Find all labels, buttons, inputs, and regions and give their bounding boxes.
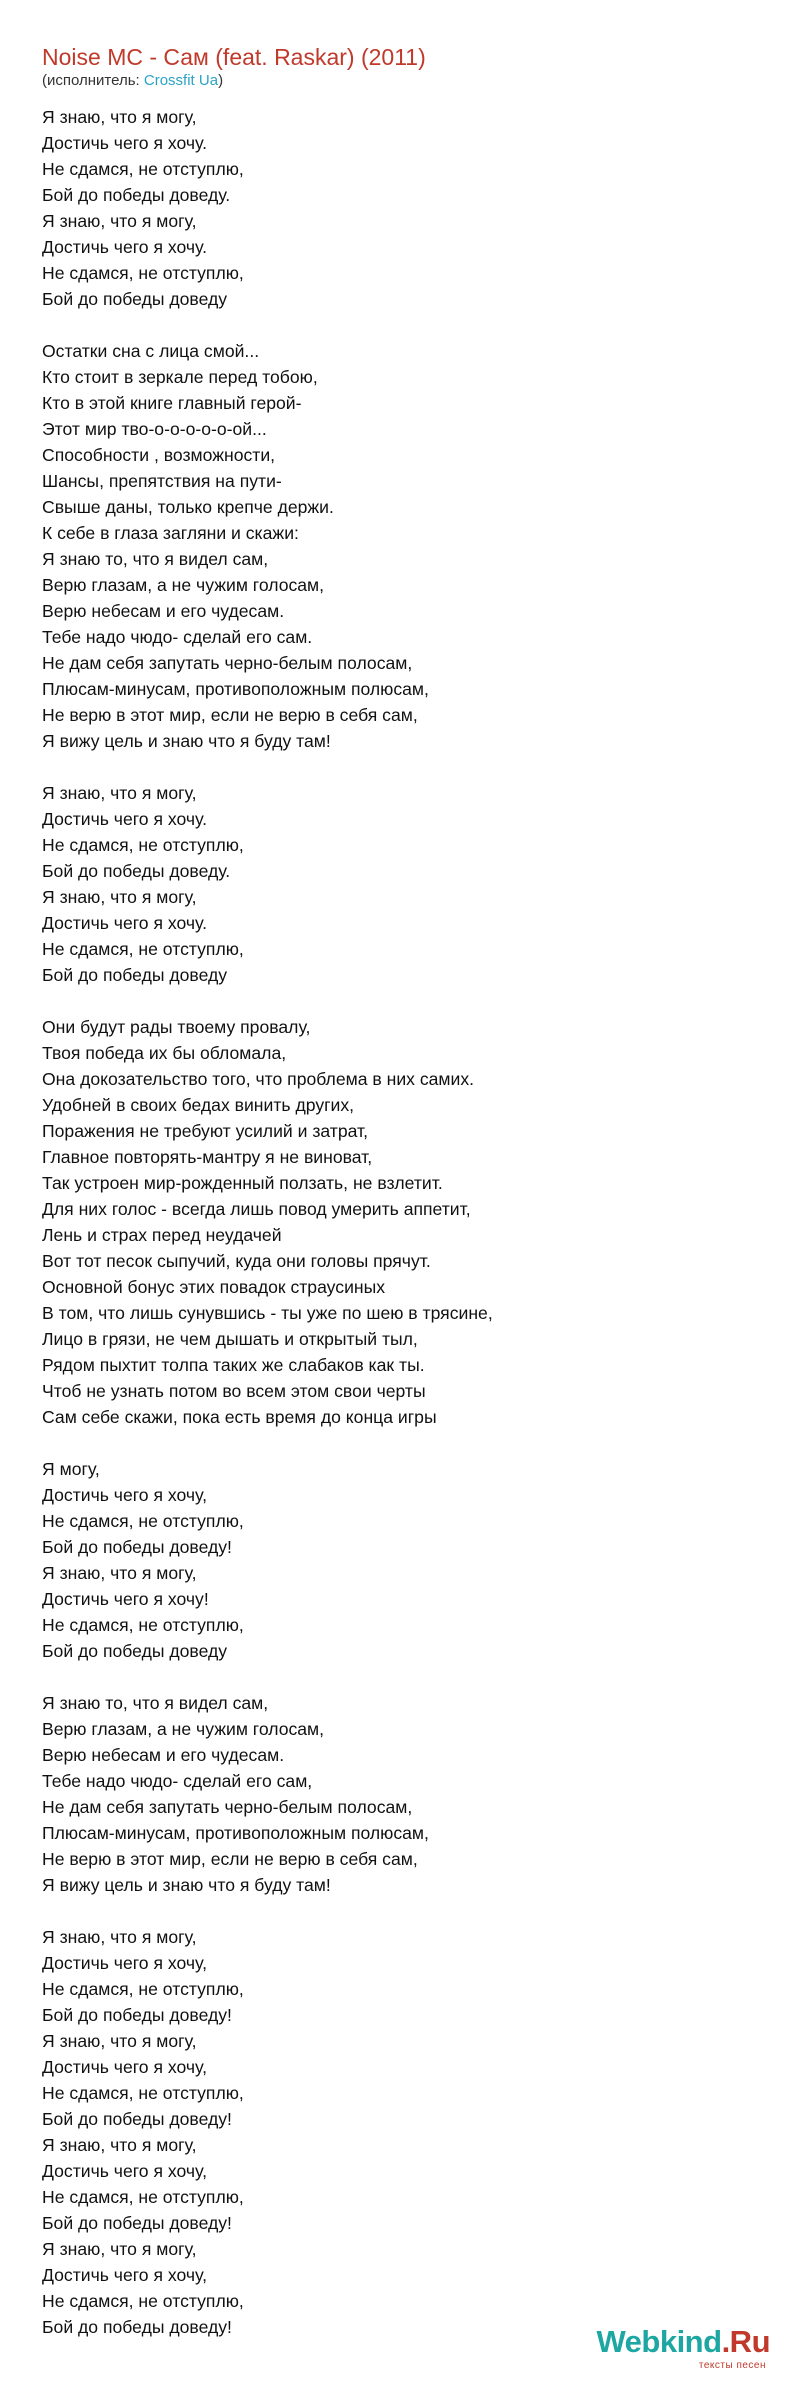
artist-link[interactable]: Crossfit Ua: [143, 72, 219, 89]
lyric-line: Сам себе скажи, пока есть время до конца игры: [42, 1407, 437, 1427]
lyric-line: Удобней в своих бедах винить других,: [42, 1095, 355, 1115]
artist-line: [42, 70, 223, 92]
logo-main-text: Webkind: [596, 2324, 722, 2359]
lyric-line: Бой до победы доведу!: [42, 2109, 232, 2129]
lyric-line: Бой до победы доведу.: [42, 185, 231, 205]
lyric-line: Не сдамся, не отступлю,: [42, 835, 244, 855]
lyric-line: Не дам себя запутать черно-белым полосам,: [42, 1797, 413, 1817]
lyric-line: Я знаю, что я могу,: [42, 887, 197, 907]
lyric-line: Я знаю, что я могу,: [42, 1927, 197, 1947]
lyric-line: Этот мир тво-о-о-о-о-о-ой...: [42, 419, 267, 439]
lyric-line: Чтоб не узнать потом во всем этом свои черты: [42, 1381, 426, 1401]
lyric-line: Они будут рады твоему провалу,: [42, 1017, 311, 1037]
lyric-line: Верю глазам, а не чужим голосам,: [42, 1719, 325, 1739]
song-title: Noise MC - Сам (feat. Raskar) (2011): [42, 44, 426, 70]
lyric-line: Тебе надо чюдо- сделай его сам,: [42, 1771, 313, 1791]
logo-wordmark: [596, 2324, 770, 2360]
lyric-line: Остатки сна с лица смой...: [42, 341, 260, 361]
lyric-line: Бой до победы доведу!: [42, 2213, 232, 2233]
lyric-line: Вот тот песок сыпучий, куда они головы прячут.: [42, 1251, 431, 1271]
lyric-line: Я знаю, что я могу,: [42, 107, 197, 127]
lyric-line: Бой до победы доведу!: [42, 1537, 232, 1557]
lyric-line: Кто стоит в зеркале перед тобою,: [42, 367, 318, 387]
lyric-line: Твоя победа их бы обломала,: [42, 1043, 287, 1063]
lyric-line: Я знаю то, что я видел сам,: [42, 549, 269, 569]
logo-tagline: тексты песен: [698, 2360, 766, 2371]
site-logo[interactable]: [570, 2324, 770, 2374]
lyric-line: Я вижу цель и знаю что я буду там!: [42, 731, 331, 751]
lyric-line: Кто в этой книге главный герой-: [42, 393, 302, 413]
lyric-line: Я вижу цель и знаю что я буду там!: [42, 1875, 331, 1895]
lyric-line: Бой до победы доведу: [42, 289, 228, 309]
lyric-line: Я знаю, что я могу,: [42, 2135, 197, 2155]
lyrics-stanza: [42, 1690, 762, 1898]
lyric-line: Не сдамся, не отступлю,: [42, 159, 244, 179]
lyric-line: Бой до победы доведу!: [42, 2005, 232, 2025]
lyric-line: Достичь чего я хочу,: [42, 2057, 207, 2077]
lyric-line: Я знаю, что я могу,: [42, 1563, 197, 1583]
lyric-line: Лень и страх перед неудачей: [42, 1225, 282, 1245]
lyric-line: Не дам себя запутать черно-белым полосам,: [42, 653, 413, 673]
lyric-line: Не сдамся, не отступлю,: [42, 1979, 244, 1999]
lyrics-stanza: [42, 780, 762, 988]
lyric-line: Для них голос - всегда лишь повод умерить аппетит,: [42, 1199, 471, 1219]
artist-suffix: ): [218, 72, 224, 89]
lyric-line: К себе в глаза загляни и скажи:: [42, 523, 299, 543]
lyrics-stanza: [42, 338, 762, 754]
lyric-line: Я знаю, что я могу,: [42, 211, 197, 231]
lyric-line: Верю небесам и его чудесам.: [42, 1745, 285, 1765]
lyric-line: Бой до победы доведу!: [42, 2317, 232, 2337]
lyrics-stanza: [42, 1924, 762, 2340]
lyric-line: Не сдамся, не отступлю,: [42, 939, 244, 959]
lyric-line: Лицо в грязи, не чем дышать и открытый тыл,: [42, 1329, 418, 1349]
lyric-line: Достичь чего я хочу,: [42, 1953, 207, 1973]
lyric-line: Не верю в этот мир, если не верю в себя сам,: [42, 705, 418, 725]
lyric-line: Верю небесам и его чудесам.: [42, 601, 285, 621]
lyric-line: Шансы, препятствия на пути-: [42, 471, 282, 491]
lyric-line: Я знаю, что я могу,: [42, 2239, 197, 2259]
lyric-line: Не верю в этот мир, если не верю в себя сам,: [42, 1849, 418, 1869]
lyric-line: Рядом пыхтит толпа таких же слабаков как ты.: [42, 1355, 425, 1375]
lyric-line: Плюсам-минусам, противоположным полюсам,: [42, 1823, 429, 1843]
lyric-line: Тебе надо чюдо- сделай его сам.: [42, 627, 313, 647]
lyric-line: Не сдамся, не отступлю,: [42, 1615, 244, 1635]
lyric-line: Бой до победы доведу: [42, 1641, 228, 1661]
lyric-line: Я знаю то, что я видел сам,: [42, 1693, 269, 1713]
lyric-line: Я могу,: [42, 1459, 100, 1479]
logo-tld-text: .Ru: [721, 2324, 770, 2359]
lyric-line: Бой до победы доведу.: [42, 861, 231, 881]
lyric-line: Достичь чего я хочу,: [42, 1485, 207, 1505]
lyric-line: Основной бонус этих повадок страусиных: [42, 1277, 386, 1297]
lyrics-body: [42, 104, 762, 2366]
lyric-line: Так устроен мир-рожденный ползать, не взлетит.: [42, 1173, 443, 1193]
lyric-line: Достичь чего я хочу.: [42, 913, 207, 933]
lyrics-stanza: [42, 1456, 762, 1664]
lyrics-stanza: [42, 104, 762, 312]
lyric-line: Не сдамся, не отступлю,: [42, 2291, 244, 2311]
lyric-line: Достичь чего я хочу!: [42, 1589, 209, 1609]
lyric-line: Я знаю, что я могу,: [42, 2031, 197, 2051]
lyric-line: Достичь чего я хочу,: [42, 2161, 207, 2181]
lyric-line: Верю глазам, а не чужим голосам,: [42, 575, 325, 595]
lyric-line: Не сдамся, не отступлю,: [42, 263, 244, 283]
lyric-line: Достичь чего я хочу.: [42, 809, 207, 829]
lyric-line: Не сдамся, не отступлю,: [42, 1511, 244, 1531]
lyric-line: Главное повторять-мантру я не виноват,: [42, 1147, 373, 1167]
lyrics-stanza: [42, 1014, 762, 1430]
lyric-line: Она докозательство того, что проблема в них самих.: [42, 1069, 475, 1089]
lyric-line: Поражения не требуют усилий и затрат,: [42, 1121, 369, 1141]
lyric-line: Бой до победы доведу: [42, 965, 228, 985]
lyric-line: Плюсам-минусам, противоположным полюсам,: [42, 679, 429, 699]
lyric-line: Свыше даны, только крепче держи.: [42, 497, 334, 517]
lyric-line: Достичь чего я хочу,: [42, 2265, 207, 2285]
lyric-line: В том, что лишь сунувшись - ты уже по шею в трясине,: [42, 1303, 493, 1323]
lyric-line: Я знаю, что я могу,: [42, 783, 197, 803]
artist-prefix: (исполнитель:: [42, 72, 144, 89]
lyric-line: Способности , возможности,: [42, 445, 276, 465]
lyric-line: Не сдамся, не отступлю,: [42, 2187, 244, 2207]
lyric-line: Достичь чего я хочу.: [42, 133, 207, 153]
lyric-line: Достичь чего я хочу.: [42, 237, 207, 257]
lyric-line: Не сдамся, не отступлю,: [42, 2083, 244, 2103]
